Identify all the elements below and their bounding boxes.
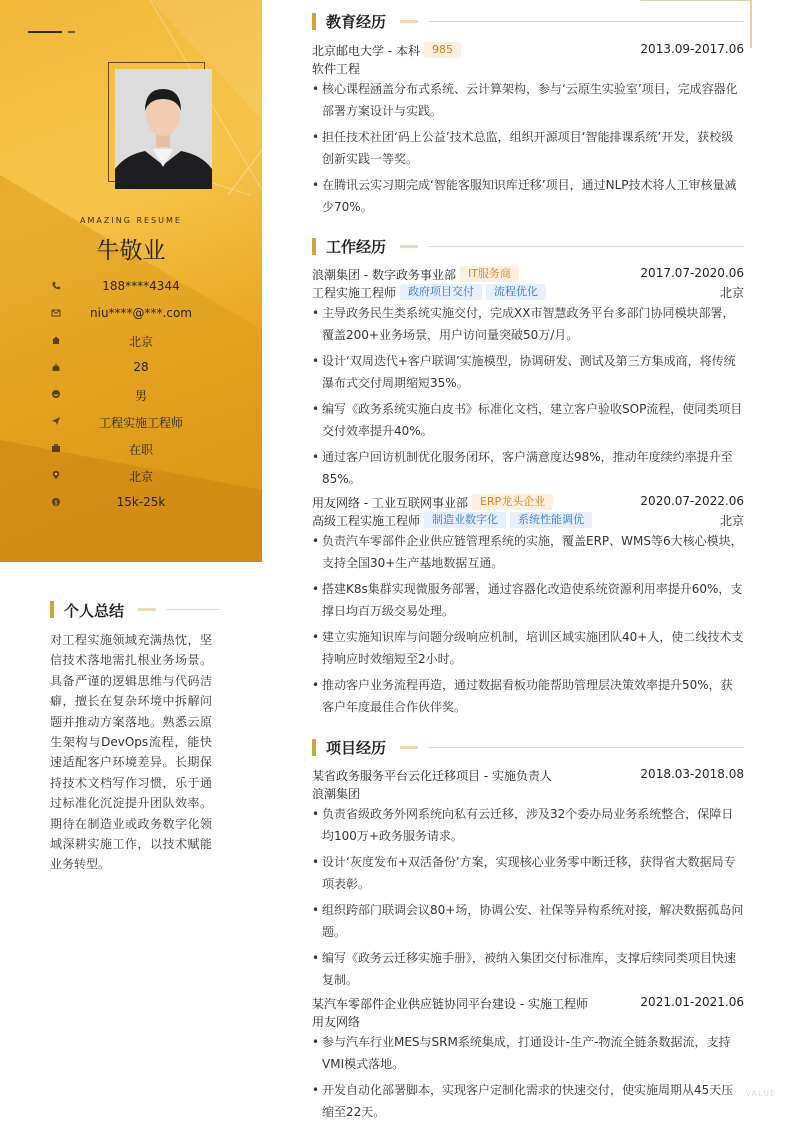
info-email [0, 304, 262, 324]
section-marker [312, 739, 316, 756]
project-2-org-line [312, 1012, 744, 1030]
list-item: • 编写《政务云迁移实施手册》，被纳入集团交付标准库，支撑后续同类项目快速复制。 [312, 947, 744, 991]
project-org: 浪潮集团 [312, 787, 361, 801]
age-value: 28 [133, 360, 149, 374]
gender-value: 男 [134, 389, 147, 403]
list-item: • 推动客户业务流程再造，通过数据看板功能帮助管理层决策效率提升50%，获客户年度最佳合作伙伴奖。 [312, 674, 744, 718]
header-rule [428, 21, 744, 22]
project-name: 某省政务服务平台云化迁移项目 - 实施负责人 [312, 769, 552, 783]
list-item: • 设计‘灰度发布+双活备份’方案，实现核心业务零中断迁移，获得省大数据局专项表彰。 [312, 851, 744, 895]
education-major-line [312, 59, 744, 77]
info-target-city [0, 466, 262, 486]
hometown-value: 北京 [128, 335, 153, 349]
list-item: • 主导政务民生类系统实施交付，完成XX市智慧政务平台多部门协同模块部署，覆盖200+业务场景，用户访问量突破50万/月。 [312, 302, 744, 346]
work-title: 工作经历 [326, 238, 387, 256]
svg-text:$: $ [54, 499, 58, 507]
education-header [312, 11, 744, 33]
header-rule [428, 246, 744, 247]
list-item: • 组织跨部门联调会议80+场，协调公安、社保等异构系统对接，解决数据孤岛问题。 [312, 899, 744, 943]
salary-value: 15k-25k [116, 495, 166, 509]
list-item: • 设计‘双周迭代+客户联调’实施模型，协调研发、测试及第三方集成商，将传统瀑布式交付周期缩短35%。 [312, 350, 744, 394]
status-value: 在职 [128, 443, 153, 457]
job-company: 浪潮集团 - 数字政务事业部 [312, 268, 456, 282]
job-2-header [312, 493, 744, 511]
watermark: VALUE [745, 1089, 776, 1098]
info-hometown [0, 331, 262, 351]
info-age [0, 358, 262, 378]
job-city: 北京 [719, 286, 744, 300]
project-1-org-line [312, 784, 744, 802]
job-2-role-line [312, 511, 744, 529]
target-city-value: 北京 [128, 470, 153, 484]
info-status [0, 439, 262, 459]
job-1-header [312, 265, 744, 283]
list-item: • 核心课程涵盖分布式系统、云计算架构，参与‘云原生实验室’项目，完成容器化部署方案设计与实践。 [312, 78, 744, 122]
header-dash [400, 746, 418, 749]
role-tag: 系统性能调优 [510, 512, 592, 528]
section-marker [50, 601, 54, 618]
work-header [312, 236, 744, 258]
info-phone [0, 277, 262, 297]
list-item: • 通过客户回访机制优化服务闭环，客户满意度达98%，推动年度续约率提升至85%。 [312, 446, 744, 490]
list-item: • 搭建K8s集群实现微服务部署，通过容器化改造使系统资源利用率提升60%，支撑日均百万级交易处理。 [312, 578, 744, 622]
job-2-bullets [312, 530, 744, 722]
list-item: • 在腾讯云实习期完成‘智能客服知识库迁移’项目，通过NLP技术将人工审核量减少70%。 [312, 174, 744, 218]
school-name: 北京邮电大学 - 本科 [312, 44, 420, 58]
project-date: 2018.03-2018.08 [640, 767, 744, 781]
education-title: 教育经历 [326, 13, 387, 31]
summary-title: 个人总结 [64, 602, 125, 620]
job-1-bullets [312, 302, 744, 494]
list-item: • 负责汽车零部件企业供应链管理系统的实施，覆盖ERP、WMS等6大核心模块，支持全国30+生产基地数据互通。 [312, 530, 744, 574]
section-marker [312, 238, 316, 255]
education-bullets [312, 78, 744, 222]
sidebar-banner [0, 0, 262, 562]
education-date: 2013.09-2017.06 [640, 42, 744, 56]
job-company: 用友网络 - 工业互联网事业部 [312, 496, 468, 510]
project-name: 某汽车零部件企业供应链协同平台建设 - 实施工程师 [312, 997, 588, 1011]
project-2-bullets [312, 1031, 744, 1123]
info-salary [0, 493, 262, 513]
header-dash [138, 608, 156, 611]
project-org: 用友网络 [312, 1015, 361, 1029]
info-position [0, 412, 262, 432]
header-rule [166, 609, 220, 610]
company-tag: ERP龙头企业 [472, 494, 553, 510]
job-1-role-line [312, 283, 744, 301]
list-item: • 参与汽车行业MES与SRM系统集成，打通设计-生产-物流全链条数据流，支持VMI模式落地。 [312, 1031, 744, 1075]
role-tag: 政府项目交付 [400, 284, 482, 300]
summary-text: 对工程实施领域充满热忱，坚信技术落地需扎根业务场景。具备严谨的逻辑思维与代码洁癖，擅长在复杂环境中拆解问题并推动方案落地。熟悉云原生架构与DevOps流程，能快速适配客户环境差异。长期保持技术文档写作习惯，乐于通过标准化沉淀提升团队效率。期待在制造业或政务数字化领域深耕实施工作，以技术赋能业务转型。 [50, 633, 212, 872]
list-item: • 担任技术社团‘码上公益’技术总监，组织开源项目‘智能排课系统’开发，获校级创新实践一等奖。 [312, 126, 744, 170]
header-rule [428, 747, 744, 748]
section-marker [312, 13, 316, 30]
email-value: niu****@***.com [90, 306, 192, 320]
header-dash [400, 245, 418, 248]
education-entry [312, 41, 744, 59]
projects-header [312, 737, 744, 759]
list-item: • 编写《政务系统实施白皮书》标准化文档，建立客户验收SOP流程，使同类项目交付效率提升40%。 [312, 398, 744, 442]
summary-header [50, 600, 220, 620]
position-value: 工程实施工程师 [98, 416, 183, 430]
job-role: 工程实施工程师 [312, 286, 397, 300]
job-date: 2020.07-2022.06 [640, 494, 744, 508]
projects-title: 项目经历 [326, 739, 387, 757]
project-1-header [312, 766, 744, 784]
school-tag: 985 [424, 42, 461, 58]
project-date: 2021.01-2021.06 [640, 995, 744, 1009]
info-gender [0, 385, 262, 405]
job-city: 北京 [719, 514, 744, 528]
resume-tagline: AMAZING RESUME [80, 216, 182, 225]
role-tag: 流程优化 [486, 284, 546, 300]
list-item: • 建立实施知识库与问题分级响应机制，培训区域实施团队40+人，使二线技术支持响应时效缩短至2小时。 [312, 626, 744, 670]
candidate-name: 牛敬业 [96, 238, 166, 264]
list-item: • 开发自动化部署脚本，实现客户定制化需求的快速交付，使实施周期从45天压缩至22天。 [312, 1079, 744, 1123]
project-2-header [312, 994, 744, 1012]
major: 软件工程 [312, 62, 361, 76]
list-item: • 负责省级政务外网系统向私有云迁移，涉及32个委办局业务系统整合，保障日均100万+政务服务请求。 [312, 803, 744, 847]
phone-value: 188****4344 [102, 279, 180, 293]
project-1-bullets [312, 803, 744, 995]
job-date: 2017.07-2020.06 [640, 266, 744, 280]
header-dash [400, 20, 418, 23]
job-role: 高级工程实施工程师 [312, 514, 421, 528]
avatar-photo [115, 69, 212, 189]
company-tag: IT服务商 [460, 266, 519, 282]
role-tag: 制造业数字化 [424, 512, 506, 528]
